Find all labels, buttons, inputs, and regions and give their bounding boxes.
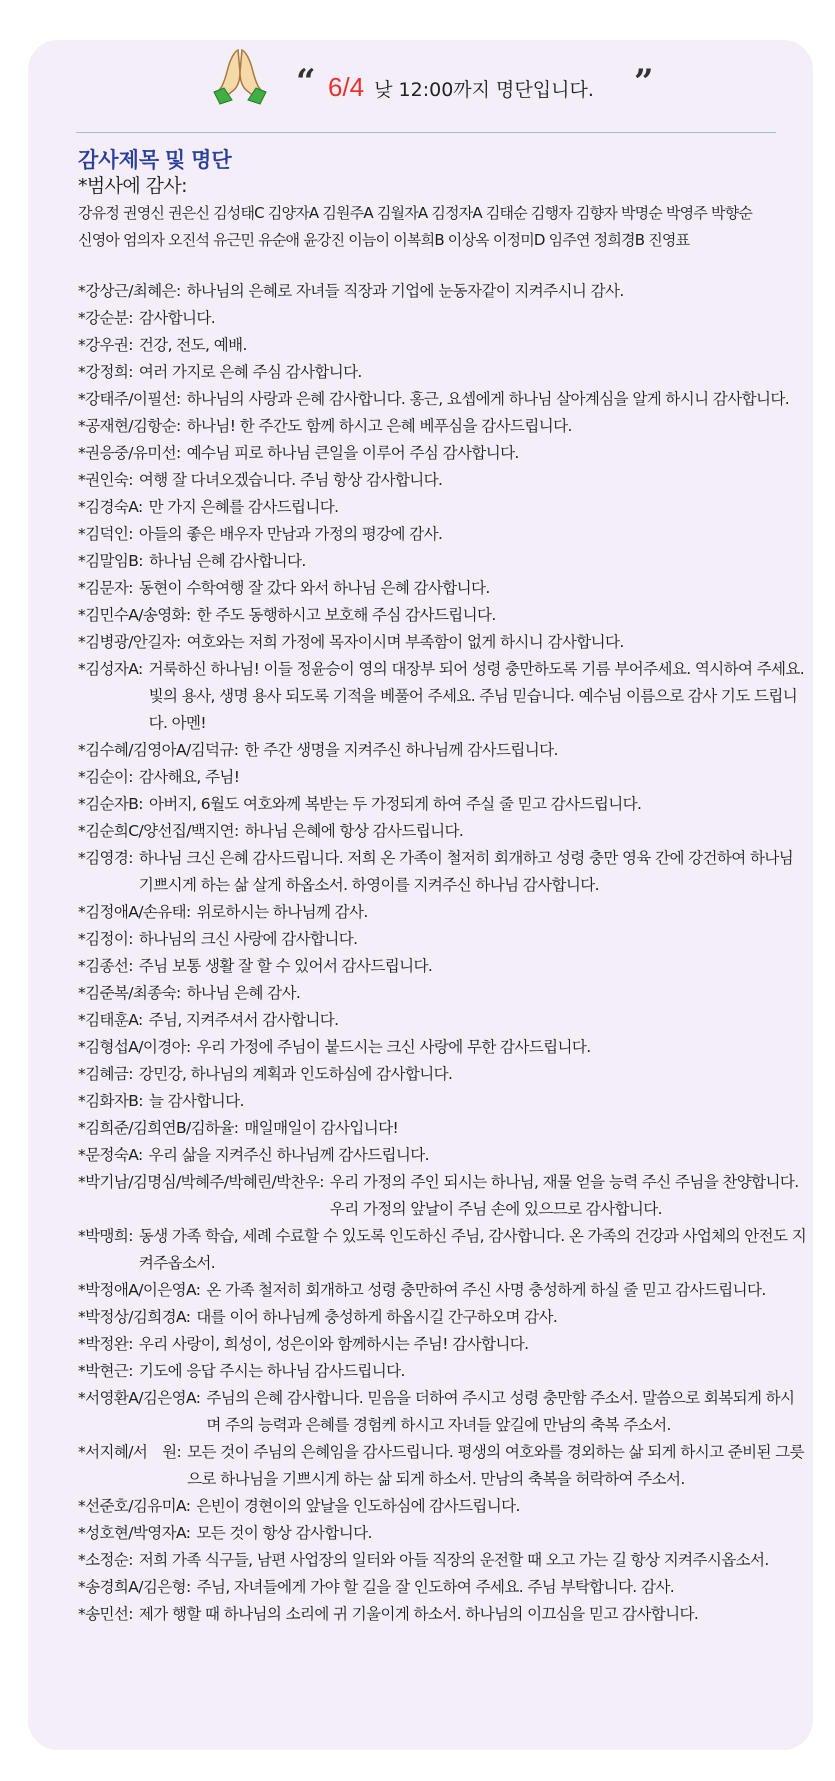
list-item <box>78 899 808 926</box>
entry-message: 하나님 은혜 감사. <box>186 984 301 1002</box>
entry-message: 여호와는 저희 가정에 목자이시며 부족함이 없게 하시니 감사합니다. <box>186 633 624 651</box>
entry-message: 우리 가정의 주인 되시는 하나님, 재물 얻을 능력 주신 주님을 찬양합니다. 우리 가정의 앞날이 주님 손에 있으므로 감사합니다. <box>329 1173 799 1218</box>
list-item <box>78 1088 808 1115</box>
entry-message: 우리 가정에 주님이 붙드시는 크신 사랑에 무한 감사드립니다. <box>196 1038 591 1056</box>
list-item <box>78 737 808 764</box>
entry-names: *김순희C/양선집/백지연: <box>78 822 239 840</box>
entry-names: *김정애A/손유태: <box>78 903 191 921</box>
names-line: 강유정 권영신 권은신 김성태C 김양자A 김원주A 김월자A 김정자A 김태순 김행자 김향자 박명순 박영주 박향순 <box>78 204 753 222</box>
entry-names: *김순이: <box>78 768 133 786</box>
list-item <box>78 467 808 494</box>
entry-message: 위로하시는 하나님께 감사. <box>196 903 368 921</box>
entry-names: *공재현/김항순: <box>78 417 181 435</box>
list-item <box>78 791 808 818</box>
list-item <box>78 413 808 440</box>
list-item <box>78 1574 808 1601</box>
list-item <box>78 845 808 899</box>
entry-message: 제가 행할 때 하나님의 소리에 귀 기울이게 하소서. 하나님의 이끄심을 믿고 감사합니다. <box>138 1605 699 1623</box>
deadline-notice <box>328 72 594 103</box>
entry-message: 매일매일이 감사입니다! <box>244 1119 399 1137</box>
entry-message: 동현이 수학여행 잘 갔다 와서 하나님 은혜 감사합니다. <box>138 579 490 597</box>
entry-message: 하나님의 크신 사랑에 감사합니다. <box>138 930 358 948</box>
entry-names: *강우권: <box>78 336 133 354</box>
entry-names: *강정희: <box>78 363 133 381</box>
entry-names: *김경숙A: <box>78 498 143 516</box>
entry-message: 하나님! 한 주간도 함께 하시고 은혜 베푸심을 감사드립니다. <box>186 417 572 435</box>
list-item <box>78 1547 808 1574</box>
entry-message: 한 주도 동행하시고 보호해 주심 감사드립니다. <box>196 606 496 624</box>
entry-message: 하나님 크신 은혜 감사드립니다. 저희 온 가족이 철저히 회개하고 성령 충만 영육 간에 강건하여 하나님 기쁘시게 하는 삶 살게 하옵소서. 하영이를 지켜주신 하나님 감사합니다. <box>138 849 794 894</box>
entry-names: *송경희A/김은형: <box>78 1578 191 1596</box>
entry-message: 하나님의 은혜로 자녀들 직장과 기업에 눈동자같이 지켜주시니 감사. <box>186 282 624 300</box>
list-item <box>78 1520 808 1547</box>
list-item <box>78 953 808 980</box>
list-item <box>78 1007 808 1034</box>
entry-names: *김수혜/김영아A/김덕규: <box>78 741 239 759</box>
entry-list <box>78 278 808 1628</box>
entry-names: *김희준/김희연B/김하율: <box>78 1119 239 1137</box>
list-item <box>78 575 808 602</box>
entry-names: *박맹희: <box>78 1227 133 1245</box>
entry-message: 은빈이 경현이의 앞날을 인도하심에 감사드립니다. <box>196 1497 520 1515</box>
entry-message: 기도에 응답 주시는 하나님 감사드립니다. <box>138 1362 405 1380</box>
entry-message: 온 가족 철저히 회개하고 성령 충만하여 주신 사명 충성하게 하실 줄 믿고 감사드립니다. <box>206 1281 766 1299</box>
entry-message: 하나님 은혜에 항상 감사드립니다. <box>244 822 464 840</box>
entry-message: 모든 것이 주님의 은혜임을 감사드립니다. 평생의 여호와를 경외하는 삶 되게 하시고 준비된 그릇으로 하나님을 기쁘시게 하는 삶 되게 하소서. 만남의 축복을 허락하여 주소서. <box>187 1443 804 1488</box>
list-item <box>78 1385 808 1439</box>
list-item <box>78 278 808 305</box>
list-item <box>78 386 808 413</box>
entry-names: *선준호/김유미A: <box>78 1497 191 1515</box>
entry-names: *김덕인: <box>78 525 133 543</box>
entry-message: 저희 가족 식구들, 남편 사업장의 일터와 아들 직장의 운전할 때 오고 가는 길 항상 지켜주시옵소서. <box>138 1551 769 1569</box>
thanks-list <box>78 172 808 1628</box>
list-item <box>78 1061 808 1088</box>
header-divider <box>76 132 776 133</box>
list-item <box>78 1358 808 1385</box>
list-item <box>78 1223 808 1277</box>
entry-message: 여행 잘 다녀오겠습니다. 주님 항상 감사합니다. <box>138 471 443 489</box>
list-item <box>78 818 808 845</box>
entry-names: *소정순: <box>78 1551 133 1569</box>
entry-message: 여러 가지로 은혜 주심 감사합니다. <box>138 363 362 381</box>
list-item <box>78 1304 808 1331</box>
list-item <box>78 548 808 575</box>
general-thanks-heading: *범사에 감사: <box>78 175 187 197</box>
list-item <box>78 1115 808 1142</box>
entry-message: 주님, 지켜주셔서 감사합니다. <box>148 1011 339 1029</box>
list-item <box>78 926 808 953</box>
entry-names: *박기남/김명심/박혜주/박혜린/박찬우: <box>78 1173 324 1191</box>
entry-names: *김순자B: <box>78 795 143 813</box>
entry-names: *박정애A/이은영A: <box>78 1281 201 1299</box>
list-item <box>78 332 808 359</box>
entry-names: *김병광/안길자: <box>78 633 181 651</box>
entry-message: 아들의 좋은 배우자 만남과 가정의 평강에 감사. <box>138 525 443 543</box>
entry-message: 우리 사랑이, 희성이, 성은이와 함께하시는 주님! 감사합니다. <box>138 1335 529 1353</box>
entry-names: *김성자A: <box>78 660 143 678</box>
list-item <box>78 440 808 467</box>
entry-names: *강순분: <box>78 309 133 327</box>
entry-names: *김종선: <box>78 957 133 975</box>
notice-text: 낮 12:00까지 명단입니다. <box>374 79 594 101</box>
entry-message: 하나님 은혜 감사합니다. <box>148 552 306 570</box>
entry-names: *문정숙A: <box>78 1146 143 1164</box>
entry-message: 감사합니다. <box>138 309 216 327</box>
list-item <box>78 1331 808 1358</box>
quote-close: ” <box>634 62 654 102</box>
entry-names: *김태훈A: <box>78 1011 143 1029</box>
card-header <box>28 40 813 125</box>
entry-names: *강태주/이필선: <box>78 390 181 408</box>
entry-names: *김준복/최종숙: <box>78 984 181 1002</box>
entry-names: *강상근/최혜은: <box>78 282 181 300</box>
entry-names: *박정완: <box>78 1335 133 1353</box>
entry-message: 하나님의 사랑과 은혜 감사합니다. 홍근, 요셉에게 하나님 살아계심을 알게 하시니 감사합니다. <box>186 390 790 408</box>
entry-names: *김영경: <box>78 849 133 867</box>
praying-hands-icon <box>208 46 272 106</box>
entry-message: 늘 감사합니다. <box>148 1092 244 1110</box>
list-item <box>78 1034 808 1061</box>
entry-message: 아버지, 6월도 여호와께 복받는 두 가정되게 하여 주실 줄 믿고 감사드립니다. <box>148 795 642 813</box>
entry-message: 건강, 전도, 예배. <box>138 336 247 354</box>
entry-names: *김형섭A/이경아: <box>78 1038 191 1056</box>
list-item <box>78 980 808 1007</box>
quote-open: “ <box>296 62 316 102</box>
entry-names: *김정이: <box>78 930 133 948</box>
entry-names: *성호현/박영자A: <box>78 1524 191 1542</box>
list-item <box>78 359 808 386</box>
list-item <box>78 1493 808 1520</box>
list-item <box>78 305 808 332</box>
entry-names: *박현근: <box>78 1362 133 1380</box>
entry-names: *서지혜/서 원: <box>78 1443 182 1461</box>
entry-message: 주님, 자녀들에게 가야 할 길을 잘 인도하여 주세요. 주님 부탁합니다. 감사. <box>196 1578 675 1596</box>
spacer <box>78 254 808 278</box>
entry-names: *송민선: <box>78 1605 133 1623</box>
entry-names: *김말임B: <box>78 552 143 570</box>
list-item <box>78 1439 808 1493</box>
entry-message: 강민강, 하나님의 계획과 인도하심에 감사합니다. <box>138 1065 453 1083</box>
entry-message: 동생 가족 학습, 세례 수료할 수 있도록 인도하신 주님, 감사합니다. 온 가족의 건강과 사업체의 안전도 지켜주옵소서. <box>138 1227 807 1272</box>
list-item <box>78 1169 808 1223</box>
entry-message: 한 주간 생명을 지켜주신 하나님께 감사드립니다. <box>244 741 558 759</box>
entry-names: *김문자: <box>78 579 133 597</box>
entry-message: 모든 것이 항상 감사합니다. <box>196 1524 372 1542</box>
list-item <box>78 494 808 521</box>
entry-names: *박정상/김희경A: <box>78 1308 191 1326</box>
entry-message: 만 가지 은혜를 감사드립니다. <box>148 498 339 516</box>
section-title: 감사제목 및 명단 <box>78 149 232 172</box>
entry-message: 대를 이어 하나님께 충성하게 하옵시길 간구하오며 감사. <box>196 1308 558 1326</box>
names-line: 신영아 엄의자 오진석 유근민 유순애 윤강진 이늠이 이복희B 이상옥 이정미D 임주연 정희경B 진영표 <box>78 231 690 249</box>
entry-names: *서영환A/김은영A: <box>78 1389 201 1407</box>
list-item <box>78 602 808 629</box>
entry-names: *권응중/유미선: <box>78 444 181 462</box>
entry-message: 주님의 은혜 감사합니다. 믿음을 더하여 주시고 성령 충만함 주소서. 말씀으로 회복되게 하시며 주의 능력과 은혜를 경험케 하시고 자녀들 앞길에 만남의 축복 주소서. <box>206 1389 795 1434</box>
list-item <box>78 629 808 656</box>
list-item <box>78 1277 808 1304</box>
entry-message: 감사해요, 주님! <box>138 768 240 786</box>
entry-message: 주님 보통 생활 잘 할 수 있어서 감사드립니다. <box>138 957 433 975</box>
prayer-card <box>28 40 813 1750</box>
entry-names: *김화자B: <box>78 1092 143 1110</box>
list-item <box>78 764 808 791</box>
notice-date: 6/4 <box>328 72 365 102</box>
list-item <box>78 1601 808 1628</box>
entry-names: *김혜금: <box>78 1065 133 1083</box>
entry-names: *권인숙: <box>78 471 133 489</box>
entry-message: 예수님 피로 하나님 큰일을 이루어 주심 감사합니다. <box>186 444 519 462</box>
entry-message: 거룩하신 하나님! 이들 정윤승이 영의 대장부 되어 성령 충만하도록 기름 부어주세요. 역시하여 주세요. 빛의 용사, 생명 용사 되도록 기적을 베풀어 주세요. 주님 믿습니다. 예수님 이름으로 감사 기도 드립니다. 아멘! <box>148 660 805 732</box>
entry-message: 우리 삶을 지켜주신 하나님께 감사드립니다. <box>148 1146 429 1164</box>
list-item <box>78 521 808 548</box>
entry-names: *김민수A/송영화: <box>78 606 191 624</box>
list-item <box>78 656 808 737</box>
list-item <box>78 1142 808 1169</box>
